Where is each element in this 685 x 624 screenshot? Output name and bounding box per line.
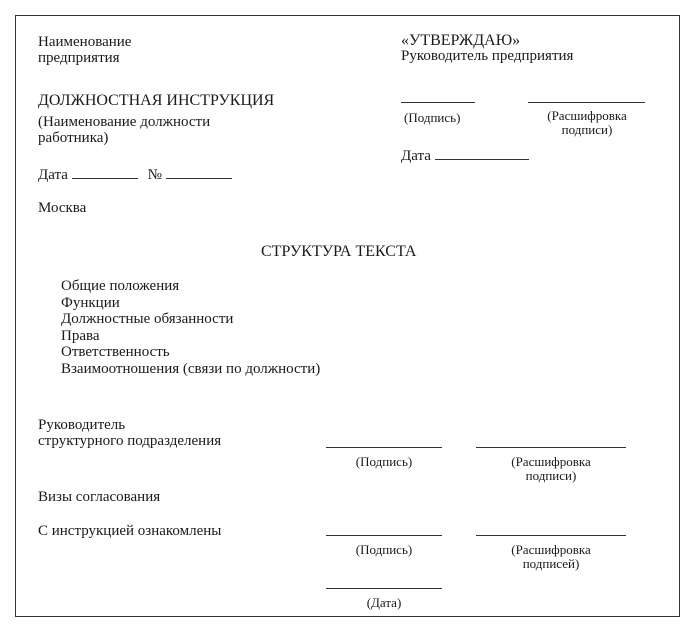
structure-heading: СТРУКТУРА ТЕКСТА xyxy=(261,243,417,260)
structure-item: Ответственность xyxy=(61,344,170,360)
doc-city: Москва xyxy=(38,200,87,216)
doc-position-line2: работника) xyxy=(38,130,109,146)
company-name-line1: Наименование xyxy=(38,34,132,50)
approval-decoding-caption-line2: подписи) xyxy=(561,122,613,137)
doc-position-line1: (Наименование должности xyxy=(38,114,211,130)
acquainted-decoding-caption-line1: (Расшифровка xyxy=(511,542,591,557)
approval-stamp: «УТВЕРЖДАЮ» xyxy=(401,32,521,49)
structure-item: Должностные обязанности xyxy=(61,311,234,327)
head-signature-caption: (Подпись) xyxy=(355,454,413,469)
doc-date-label: Дата xyxy=(38,167,68,183)
approval-decoding-line xyxy=(528,102,645,103)
acquainted-label: С инструкцией ознакомлены xyxy=(38,523,222,539)
head-signature-line xyxy=(326,447,442,448)
structure-item: Функции xyxy=(61,295,120,311)
acquainted-signature-line xyxy=(326,535,442,536)
doc-title: ДОЛЖНОСТНАЯ ИНСТРУКЦИЯ xyxy=(38,92,275,109)
acquainted-signature-caption: (Подпись) xyxy=(355,542,413,557)
doc-number-label: № xyxy=(147,167,162,183)
approval-date-line xyxy=(435,158,529,160)
head-label-line1: Руководитель xyxy=(38,417,126,433)
structure-item: Права xyxy=(61,328,100,344)
head-label-line2: структурного подразделения xyxy=(38,433,222,449)
head-decoding-caption-line1: (Расшифровка xyxy=(511,454,591,469)
acquainted-date-caption: (Дата) xyxy=(366,595,402,610)
approval-decoding-caption-line1: (Расшифровка xyxy=(547,108,627,123)
acquainted-decoding-line xyxy=(476,535,626,536)
doc-date-number xyxy=(38,167,232,184)
head-decoding-line xyxy=(476,447,626,448)
doc-number-line xyxy=(166,177,232,179)
approval-signature-line xyxy=(401,102,475,103)
head-decoding-caption-line2: подписи) xyxy=(525,468,577,483)
visas-label: Визы согласования xyxy=(38,489,161,505)
company-name-line2: предприятия xyxy=(38,50,120,66)
approval-date xyxy=(401,148,529,165)
acquainted-date-line xyxy=(326,588,442,589)
approval-role: Руководитель предприятия xyxy=(401,48,574,64)
approval-date-label: Дата xyxy=(401,148,431,164)
structure-item: Общие положения xyxy=(61,278,180,294)
approval-signature-caption: (Подпись) xyxy=(404,110,461,125)
head-decoding-caption xyxy=(476,455,626,483)
approval-decoding-caption xyxy=(520,109,654,137)
acquainted-decoding-caption-line2: подписей) xyxy=(522,556,580,571)
doc-date-line xyxy=(72,177,138,179)
acquainted-decoding-caption xyxy=(476,543,626,571)
structure-item: Взаимоотношения (связи по должности) xyxy=(61,361,321,377)
